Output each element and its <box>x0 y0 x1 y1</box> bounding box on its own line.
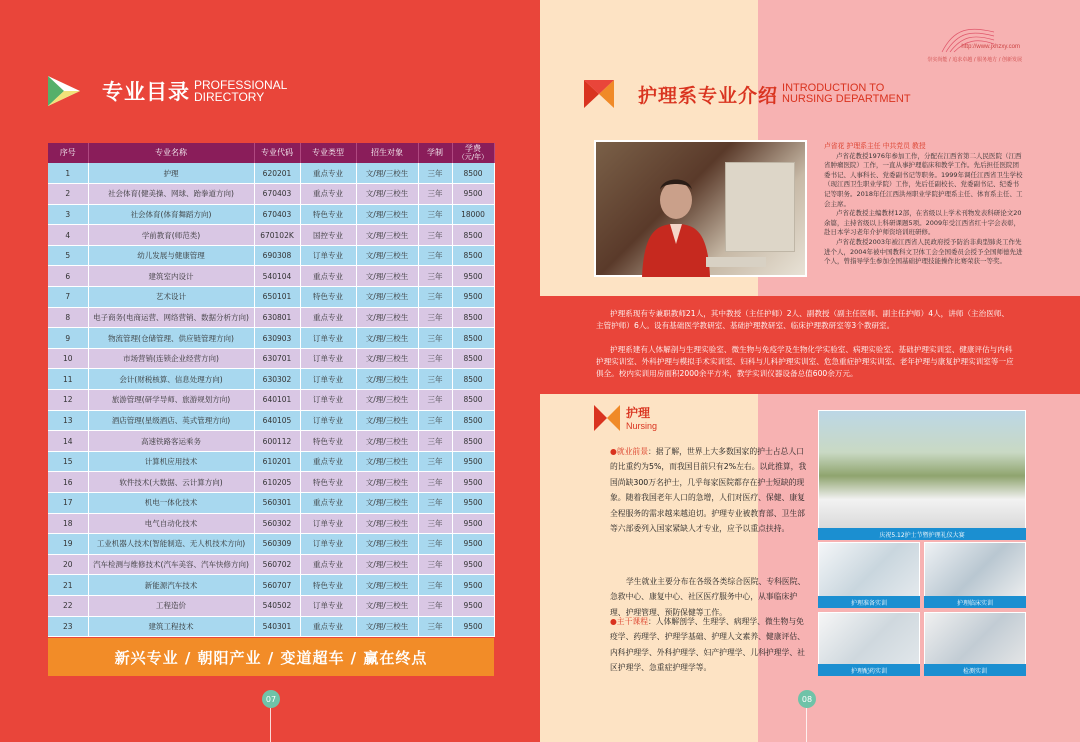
director-bio <box>824 142 1024 267</box>
cell-fee: 8500 <box>452 431 494 452</box>
cell-index: 5 <box>48 245 88 266</box>
cell-code: 670102K <box>254 225 300 246</box>
cell-duration: 三年 <box>418 369 452 390</box>
cell-code: 620201 <box>254 163 300 184</box>
cell-name: 学前教育(师范类) <box>88 225 254 246</box>
cell-target: 文/理/三校生 <box>356 245 418 266</box>
cell-fee: 9500 <box>452 493 494 514</box>
table-row <box>48 307 494 328</box>
cell-name: 建筑室内设计 <box>88 266 254 287</box>
cell-name: 软件技术(大数据、云计算方向) <box>88 472 254 493</box>
caption-nurses-day: 庆祝5.12护士节暨护理礼仪大赛 <box>818 528 1026 540</box>
title-en-line-2: DIRECTORY <box>194 90 265 104</box>
cell-target: 文/理/三校生 <box>356 390 418 411</box>
cell-index: 2 <box>48 184 88 205</box>
cell-code: 640101 <box>254 390 300 411</box>
cell-fee: 9500 <box>452 513 494 534</box>
page-number: 07 <box>262 690 280 708</box>
bio-name: 卢省花 护理系主任 中共党员 教授 <box>824 142 926 150</box>
cell-target: 文/理/三校生 <box>356 163 418 184</box>
table-row <box>48 595 494 616</box>
table-row <box>48 287 494 308</box>
cell-index: 17 <box>48 493 88 514</box>
tagline: 崇实尚能 / 追求卓越 / 服务地方 / 创新发展 <box>927 57 1022 63</box>
cell-type: 重点专业 <box>300 616 356 637</box>
cell-fee: 8500 <box>452 225 494 246</box>
cell-fee: 8500 <box>452 348 494 369</box>
cell-name: 酒店管理(星级酒店、英式管理方向) <box>88 410 254 431</box>
slogan-banner: 新兴专业 / 朝阳产业 / 变道超车 / 赢在终点 <box>48 638 494 676</box>
cell-code: 560309 <box>254 534 300 555</box>
cell-fee: 8500 <box>452 245 494 266</box>
caption-prep-training: 护理准备实训 <box>818 596 920 608</box>
cell-index: 1 <box>48 163 88 184</box>
table-row <box>48 266 494 287</box>
cell-type: 重点专业 <box>300 451 356 472</box>
table-row <box>48 493 494 514</box>
courses-label: ●主干课程 <box>610 617 648 626</box>
table-row <box>48 225 494 246</box>
cell-name: 电子商务(电商运营、网络营销、数据分析方向) <box>88 307 254 328</box>
cell-fee: 9500 <box>452 287 494 308</box>
cell-name: 艺术设计 <box>88 287 254 308</box>
cell-type: 订单专业 <box>300 328 356 349</box>
table-row <box>48 390 494 411</box>
right-page-header <box>584 80 911 108</box>
cell-name: 市场营销(连锁企业经营方向) <box>88 348 254 369</box>
cell-code: 610201 <box>254 451 300 472</box>
cell-type: 重点专业 <box>300 184 356 205</box>
table-row <box>48 431 494 452</box>
cell-code: 560702 <box>254 554 300 575</box>
cell-type: 订单专业 <box>300 595 356 616</box>
cell-target: 文/理/三校生 <box>356 369 418 390</box>
cell-target: 文/理/三校生 <box>356 513 418 534</box>
cell-target: 文/理/三校生 <box>356 348 418 369</box>
table-row <box>48 616 494 637</box>
cell-name: 汽车检测与维修技术(汽车美容、汽车快修方向) <box>88 554 254 575</box>
cell-fee: 9500 <box>452 451 494 472</box>
cell-target: 文/理/三校生 <box>356 266 418 287</box>
cell-duration: 三年 <box>418 328 452 349</box>
table-row <box>48 410 494 431</box>
cell-index: 13 <box>48 410 88 431</box>
employment-prospects <box>610 444 808 536</box>
header-name: 专业名称 <box>88 143 254 163</box>
cell-name: 旅游管理(研学导师、旅游规划方向) <box>88 390 254 411</box>
cell-index: 6 <box>48 266 88 287</box>
cell-target: 文/理/三校生 <box>356 534 418 555</box>
cell-fee: 9500 <box>452 472 494 493</box>
cell-code: 670403 <box>254 204 300 225</box>
cell-type: 订单专业 <box>300 410 356 431</box>
title-en-line-1: PROFESSIONAL <box>194 78 288 92</box>
cell-name: 护理 <box>88 163 254 184</box>
cell-fee: 9500 <box>452 534 494 555</box>
header-code: 专业代码 <box>254 143 300 163</box>
bio-paragraph-2: 卢省花教授主编教材12部，在省级以上学术刊物发表科研论文20余篇，主持省级以上科研课题5项。2009年受江西省红十字会表彰，赴日本学习老年介护师资培训班研修。 <box>824 209 1022 237</box>
left-page-header <box>48 74 287 108</box>
cell-index: 12 <box>48 390 88 411</box>
table-row <box>48 328 494 349</box>
cell-index: 14 <box>48 431 88 452</box>
employment-distribution: 学生就业主要分布在各级各类综合医院、专科医院、急救中心、康复中心、社区医疗服务中心，从事临床护理、护理管理、预防保健等工作。 <box>610 577 806 617</box>
cell-fee: 9500 <box>452 266 494 287</box>
cell-name: 物流管理(仓储管理、供应链管理方向) <box>88 328 254 349</box>
table-row <box>48 348 494 369</box>
cell-code: 640105 <box>254 410 300 431</box>
employment-text: ：据了解，世界上大多数国家的护士占总人口的比重约为5%，而我国目前只有2%左右。以此推算，我国尚缺300万名护士，几乎每家医院都存在护士短缺的现象。随着我国老年人口的急增，人们对医疗、保健、康复全程服务的需求越来越迫切。护理专业被教育部、卫生部等六部委列入国家紧缺人才专业，应予以重点扶持。 <box>610 447 807 534</box>
cell-duration: 三年 <box>418 390 452 411</box>
table-row <box>48 184 494 205</box>
cell-target: 文/理/三校生 <box>356 595 418 616</box>
page-title-en <box>194 79 287 103</box>
cell-name: 工程造价 <box>88 595 254 616</box>
cell-name: 建筑工程技术 <box>88 616 254 637</box>
table-row <box>48 575 494 596</box>
cell-index: 23 <box>48 616 88 637</box>
department-summary-p2: 护理系建有人体解剖与生理实验室、微生物与免疫学及生物化学实验室、病理实验室、基础护理实训室、健康评估与内科护理实训室、外科护理与模拟手术实训室、妇科与儿科护理实训室、危急重症护理实训室、老年护理与康复护理实训室等一应俱全。校内实训用房面积2000余平方米，教学实训仪器设备总值600余万元。 <box>596 345 1014 378</box>
cell-duration: 三年 <box>418 307 452 328</box>
bowtie-small-icon <box>594 405 620 431</box>
cell-fee: 8500 <box>452 369 494 390</box>
cell-target: 文/理/三校生 <box>356 204 418 225</box>
cell-code: 630903 <box>254 328 300 349</box>
cell-index: 15 <box>48 451 88 472</box>
cell-type: 订单专业 <box>300 245 356 266</box>
cell-duration: 三年 <box>418 513 452 534</box>
header-fee-unit: （元/年） <box>457 153 489 161</box>
cell-code: 630701 <box>254 348 300 369</box>
cell-target: 文/理/三校生 <box>356 616 418 637</box>
cell-name: 计算机应用技术 <box>88 451 254 472</box>
cell-duration: 三年 <box>418 595 452 616</box>
cell-fee: 8500 <box>452 410 494 431</box>
cell-type: 重点专业 <box>300 266 356 287</box>
page-title: 护理系专业介绍 <box>638 84 779 107</box>
computer-monitor <box>725 162 795 252</box>
cell-index: 20 <box>48 554 88 575</box>
table-row <box>48 163 494 184</box>
cell-fee: 8500 <box>452 307 494 328</box>
cell-type: 重点专业 <box>300 307 356 328</box>
cell-target: 文/理/三校生 <box>356 328 418 349</box>
cell-duration: 三年 <box>418 616 452 637</box>
caption-clinical-training: 护理临床实训 <box>924 596 1026 608</box>
page-title-en <box>782 83 911 105</box>
cell-index: 7 <box>48 287 88 308</box>
cell-target: 文/理/三校生 <box>356 472 418 493</box>
cell-target: 文/理/三校生 <box>356 307 418 328</box>
nursing-section-header <box>594 404 657 431</box>
cell-index: 4 <box>48 225 88 246</box>
right-page <box>540 0 1080 742</box>
cell-target: 文/理/三校生 <box>356 184 418 205</box>
cell-fee: 9500 <box>452 616 494 637</box>
caption-testing-training: 检测实训 <box>924 664 1026 676</box>
triangle-logo-icon <box>48 76 80 106</box>
cell-target: 文/理/三校生 <box>356 225 418 246</box>
cell-duration: 三年 <box>418 266 452 287</box>
cell-name: 社会体育(体育舞蹈方向) <box>88 204 254 225</box>
title-en-line-2: NURSING DEPARTMENT <box>782 93 911 105</box>
cell-duration: 三年 <box>418 451 452 472</box>
cell-duration: 三年 <box>418 348 452 369</box>
keyboard <box>706 257 766 267</box>
cell-type: 特色专业 <box>300 472 356 493</box>
cell-target: 文/理/三校生 <box>356 451 418 472</box>
cell-code: 690308 <box>254 245 300 266</box>
cell-type: 订单专业 <box>300 513 356 534</box>
cell-type: 订单专业 <box>300 348 356 369</box>
cell-index: 8 <box>48 307 88 328</box>
cell-name: 新能源汽车技术 <box>88 575 254 596</box>
cell-name: 社会体育(健美操、网球、跆拳道方向) <box>88 184 254 205</box>
table-row <box>48 513 494 534</box>
cell-duration: 三年 <box>418 431 452 452</box>
bio-paragraph-1: 卢省花教授1976年参加工作，分配在江西省第二人民医院（江西省肿瘤医院）工作，一直从事护理临床和教学工作。先后担任医院团委书记、人事科长、党委副书记等职务。1999年调任江西省卫生学校（现江西卫生职业学院）工作，先后任副校长、党委副书记、纪委书记等职务。2018年任江西洪州职业学院护理系主任、体育系主任、工会主席。 <box>824 151 1023 208</box>
cell-duration: 三年 <box>418 245 452 266</box>
cell-duration: 三年 <box>418 534 452 555</box>
header-type: 专业类型 <box>300 143 356 163</box>
website-url[interactable]: http://www.jxhzxy.com <box>961 44 1020 50</box>
cell-index: 16 <box>48 472 88 493</box>
department-summary-p1: 护理系现有专兼职教师21人，其中教授（主任护师）2人、副教授（副主任医师、副主任护师）4人，讲师（主治医师、主管护师）6人。设有基础医学教研室、基础护理教研室、临床护理教研室等3个教研室。 <box>596 309 1010 330</box>
cell-type: 特色专业 <box>300 287 356 308</box>
cell-target: 文/理/三校生 <box>356 554 418 575</box>
cell-duration: 三年 <box>418 493 452 514</box>
cell-type: 特色专业 <box>300 204 356 225</box>
program-table <box>48 143 495 637</box>
cell-type: 特色专业 <box>300 431 356 452</box>
header-fee-label: 学费 <box>465 144 481 153</box>
cell-code: 560707 <box>254 575 300 596</box>
cell-duration: 三年 <box>418 554 452 575</box>
cell-duration: 三年 <box>418 184 452 205</box>
bio-paragraph-3: 卢省花教授2003年被江西省人民政府授予防治非典型肺炎工作先进个人，2004年被中国教科文卫体工会全国委员会授予全国师德先进个人，曾指导学生参加全国基础护理技能操作比赛荣获一等奖。 <box>824 237 1023 266</box>
cell-fee: 9500 <box>452 184 494 205</box>
cell-index: 21 <box>48 575 88 596</box>
cell-duration: 三年 <box>418 575 452 596</box>
cell-duration: 三年 <box>418 163 452 184</box>
cell-type: 重点专业 <box>300 554 356 575</box>
cell-name: 幼儿发展与健康管理 <box>88 245 254 266</box>
cell-duration: 三年 <box>418 204 452 225</box>
cell-index: 9 <box>48 328 88 349</box>
table-row <box>48 554 494 575</box>
cell-name: 工业机器人技术(智能制造、无人机技术方向) <box>88 534 254 555</box>
person-silhouette-icon <box>636 172 716 277</box>
cell-code: 540301 <box>254 616 300 637</box>
cell-code: 540104 <box>254 266 300 287</box>
cell-code: 670403 <box>254 184 300 205</box>
table-row <box>48 472 494 493</box>
cell-fee: 9500 <box>452 575 494 596</box>
cell-index: 18 <box>48 513 88 534</box>
cell-type: 重点专业 <box>300 493 356 514</box>
bowtie-logo-icon <box>584 80 614 108</box>
cell-code: 650101 <box>254 287 300 308</box>
cell-target: 文/理/三校生 <box>356 287 418 308</box>
cell-target: 文/理/三校生 <box>356 575 418 596</box>
table-row <box>48 245 494 266</box>
cell-target: 文/理/三校生 <box>356 493 418 514</box>
cell-fee: 8500 <box>452 390 494 411</box>
cell-fee: 8500 <box>452 163 494 184</box>
table-row <box>48 204 494 225</box>
cell-code: 560301 <box>254 493 300 514</box>
nursing-title-en: Nursing <box>626 421 658 431</box>
cell-duration: 三年 <box>418 287 452 308</box>
cell-target: 文/理/三校生 <box>356 410 418 431</box>
cell-name: 高速铁路客运乘务 <box>88 431 254 452</box>
cell-fee: 18000 <box>452 204 494 225</box>
cell-name: 机电一体化技术 <box>88 493 254 514</box>
table-row <box>48 534 494 555</box>
cell-type: 订单专业 <box>300 390 356 411</box>
cell-index: 10 <box>48 348 88 369</box>
page-number: 08 <box>798 690 816 708</box>
courses-text: ：人体解剖学、生理学、病理学、微生物与免疫学、药理学、护理学基础、护理人文素养、健康评估、内科护理学、外科护理学、妇产护理学、儿科护理学、社区护理学、急重症护理学等。 <box>610 617 805 673</box>
cell-code: 630302 <box>254 369 300 390</box>
header-fee <box>452 143 494 163</box>
title-en-line-1: INTRODUCTION TO <box>782 82 885 94</box>
cell-fee: 9500 <box>452 595 494 616</box>
cell-index: 19 <box>48 534 88 555</box>
page-title: 专业目录 <box>102 80 190 104</box>
cell-index: 11 <box>48 369 88 390</box>
caption-dispensing-training: 护理配药实训 <box>818 664 920 676</box>
table-body <box>48 163 494 637</box>
cell-fee: 8500 <box>452 328 494 349</box>
core-courses <box>610 614 808 676</box>
cell-type: 国控专业 <box>300 225 356 246</box>
cell-code: 610205 <box>254 472 300 493</box>
cell-duration: 三年 <box>418 410 452 431</box>
table-row <box>48 451 494 472</box>
cell-code: 600112 <box>254 431 300 452</box>
cell-index: 22 <box>48 595 88 616</box>
cell-fee: 9500 <box>452 554 494 575</box>
cell-type: 订单专业 <box>300 534 356 555</box>
photo-nurses-day <box>818 410 1026 530</box>
cell-duration: 三年 <box>418 472 452 493</box>
table-header-row <box>48 143 494 163</box>
header-target: 招生对象 <box>356 143 418 163</box>
cell-name: 会计(财税核算、信息处理方向) <box>88 369 254 390</box>
cell-duration: 三年 <box>418 225 452 246</box>
cell-index: 3 <box>48 204 88 225</box>
cell-code: 560302 <box>254 513 300 534</box>
nursing-title: 护理 <box>626 406 651 420</box>
cell-type: 订单专业 <box>300 369 356 390</box>
cell-type: 重点专业 <box>300 163 356 184</box>
employment-label: ●就业前景 <box>610 447 648 456</box>
cell-code: 540502 <box>254 595 300 616</box>
cell-type: 特色专业 <box>300 575 356 596</box>
director-photo <box>594 140 807 277</box>
cell-code: 630801 <box>254 307 300 328</box>
cell-name: 电气自动化技术 <box>88 513 254 534</box>
header-duration: 学制 <box>418 143 452 163</box>
table-row <box>48 369 494 390</box>
cell-target: 文/理/三校生 <box>356 431 418 452</box>
header-index: 序号 <box>48 143 88 163</box>
